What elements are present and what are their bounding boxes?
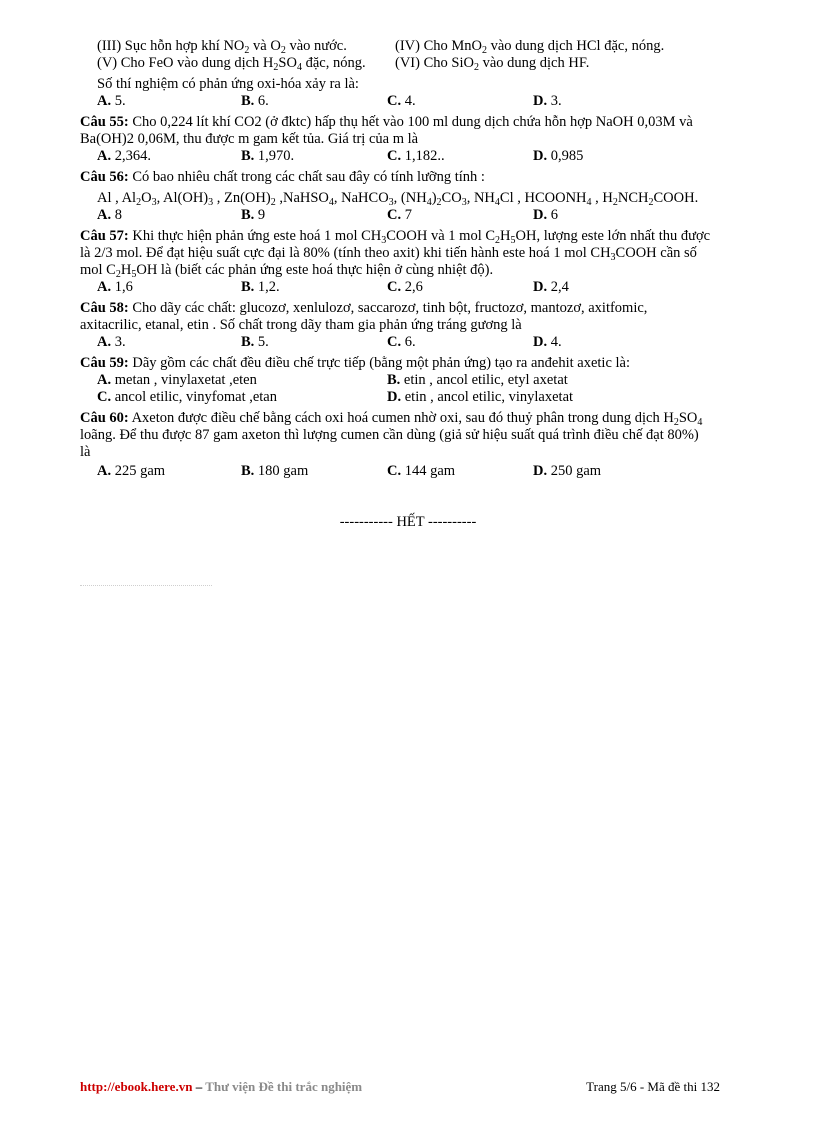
answer-row bbox=[80, 279, 736, 296]
answer-row bbox=[80, 148, 736, 165]
dotted-divider bbox=[80, 585, 212, 586]
question-57-cont-1: là 2/3 mol. Để đạt hiệu suất cực đại là 80% (tính theo axit) khi tiến hành este hoá 1 mol $CH_3COOH$ cần số bbox=[80, 245, 697, 263]
question-60: Câu 60: Axeton được điều chế bằng cách oxi hoá cumen nhờ oxi, sau đó thuỷ phân trong dung dịch $H_2SO_4$ bbox=[80, 410, 703, 428]
experiment-5: (V) Cho FeO vào dung dịch $H_2SO_4$ đặc, nóng. bbox=[97, 55, 366, 73]
answer-c: C. 6. bbox=[387, 334, 416, 350]
question-56-chemicals: Al , $Al_2O_3$, $Al(OH)_3$ , $Zn(OH)_2$ ,NaHSO$_4$, NaHCO$_3$, $(NH_4)_2CO_3$, $NH_4Cl$ , $HCOONH_4$ , $H_2NCH_2COOH$. bbox=[97, 190, 699, 208]
answer-a: A. 5. bbox=[97, 93, 126, 109]
answer-c: C. ancol etilic, vinyfomat ,etan bbox=[97, 389, 277, 405]
answer-b: B. 1,2. bbox=[241, 279, 280, 295]
experiment-6: (VI) Cho SiO$_2$ vào dung dịch HF. bbox=[395, 55, 590, 73]
answer-row bbox=[80, 334, 736, 351]
answer-row bbox=[80, 389, 736, 406]
experiments-row-2 bbox=[80, 55, 736, 72]
end-marker: ----------- HẾT ---------- bbox=[339, 514, 477, 530]
answer-d: D. 3. bbox=[533, 93, 562, 109]
question-58-cont: axitacrilic, etanal, etin . Số chất trong dãy tham gia phản ứng tráng gương là bbox=[80, 317, 522, 333]
answer-b: B. 6. bbox=[241, 93, 269, 109]
answer-row bbox=[80, 372, 736, 389]
answer-row bbox=[80, 207, 736, 224]
answer-d: D. etin , ancol etilic, vinylaxetat bbox=[387, 389, 574, 405]
answer-b: B. 9 bbox=[241, 207, 266, 223]
footer-library: Thư viện Đề thi trắc nghiệm bbox=[205, 1079, 363, 1094]
experiments-row-1 bbox=[80, 38, 736, 55]
answer-b: B. etin , ancol etilic, etyl axetat bbox=[387, 372, 568, 388]
question-60-cont-2: là bbox=[80, 444, 91, 460]
answer-d: D. 6 bbox=[533, 207, 558, 223]
question-57-cont-2: mol $C_2H_5OH$ là (biết các phản ứng este hoá thực hiện ở cùng nhiệt độ). bbox=[80, 262, 494, 280]
question-60-cont-1: loãng. Để thu được 87 gam axeton thì lượng cumen cần dùng (giả sử hiệu suất quá trình điều chế đạt 80%) bbox=[80, 427, 699, 443]
answer-d: D. 2,4 bbox=[533, 279, 569, 295]
answer-c: C. 1,182.. bbox=[387, 148, 445, 164]
answer-b: B. 180 gam bbox=[241, 463, 309, 479]
answer-b: B. 1,970. bbox=[241, 148, 295, 164]
answer-d: D. 0,985 bbox=[533, 148, 584, 164]
answer-c: C. 7 bbox=[387, 207, 412, 223]
question-57: Câu 57: Khi thực hiện phản ứng este hoá 1 mol $CH_3COOH$ và 1 mol $C_2H_5OH$, lượng este lớn nhất thu được bbox=[80, 228, 711, 246]
answer-b: B. 5. bbox=[241, 334, 269, 350]
answer-d: D. 250 gam bbox=[533, 463, 602, 479]
question-55: Câu 55: Cho 0,224 lít khí CO2 (ở đktc) hấp thụ hết vào 100 ml dung dịch chứa hỗn hợp NaOH 0,03M và bbox=[80, 114, 693, 130]
question-59: Câu 59: Dãy gồm các chất đều điều chế trực tiếp (bằng một phản ứng) tạo ra anđehit axetic là: bbox=[80, 355, 631, 371]
answer-row bbox=[80, 93, 736, 110]
question-55-cont: Ba(OH)2 0,06M, thu được m gam kết tủa. Giá trị của m là bbox=[80, 131, 419, 147]
answer-c: C. 4. bbox=[387, 93, 416, 109]
answer-a: A. 1,6 bbox=[97, 279, 133, 295]
footer-page-number: Trang 5/6 - Mã đề thi 132 bbox=[586, 1079, 720, 1094]
footer-source: http://ebook.here.vn – Thư viện Đề thi trắc nghiệm bbox=[80, 1079, 363, 1094]
answer-a: A. metan , vinylaxetat ,eten bbox=[97, 372, 257, 388]
answer-d: D. 4. bbox=[533, 334, 562, 350]
answer-a: A. 225 gam bbox=[97, 463, 166, 479]
answer-a: A. 2,364. bbox=[97, 148, 151, 164]
experiment-4: (IV) Cho MnO$_2$ vào dung dịch HCl đặc, nóng. bbox=[395, 38, 665, 56]
experiment-3: (III) Sục hỗn hợp khí $NO_2$ và $O_2$ vào nước. bbox=[97, 38, 347, 56]
exam-page bbox=[80, 38, 736, 531]
answer-c: C. 2,6 bbox=[387, 279, 423, 295]
answer-a: A. 3. bbox=[97, 334, 126, 350]
question-58: Câu 58: Cho dãy các chất: glucozơ, xenlulozơ, saccarozơ, tinh bột, fructozơ, mantozơ, axitfomic, bbox=[80, 300, 648, 316]
page-footer bbox=[80, 1078, 720, 1095]
footer-url-link[interactable]: http://ebook.here.vn bbox=[80, 1079, 193, 1094]
answer-a: A. 8 bbox=[97, 207, 122, 223]
experiments-question: Số thí nghiệm có phản ứng oxi-hóa xảy ra là: bbox=[97, 76, 359, 92]
answer-c: C. 144 gam bbox=[387, 463, 456, 479]
answer-row bbox=[80, 463, 736, 480]
question-56: Câu 56: Có bao nhiêu chất trong các chất sau đây có tính lưỡng tính : bbox=[80, 169, 485, 185]
